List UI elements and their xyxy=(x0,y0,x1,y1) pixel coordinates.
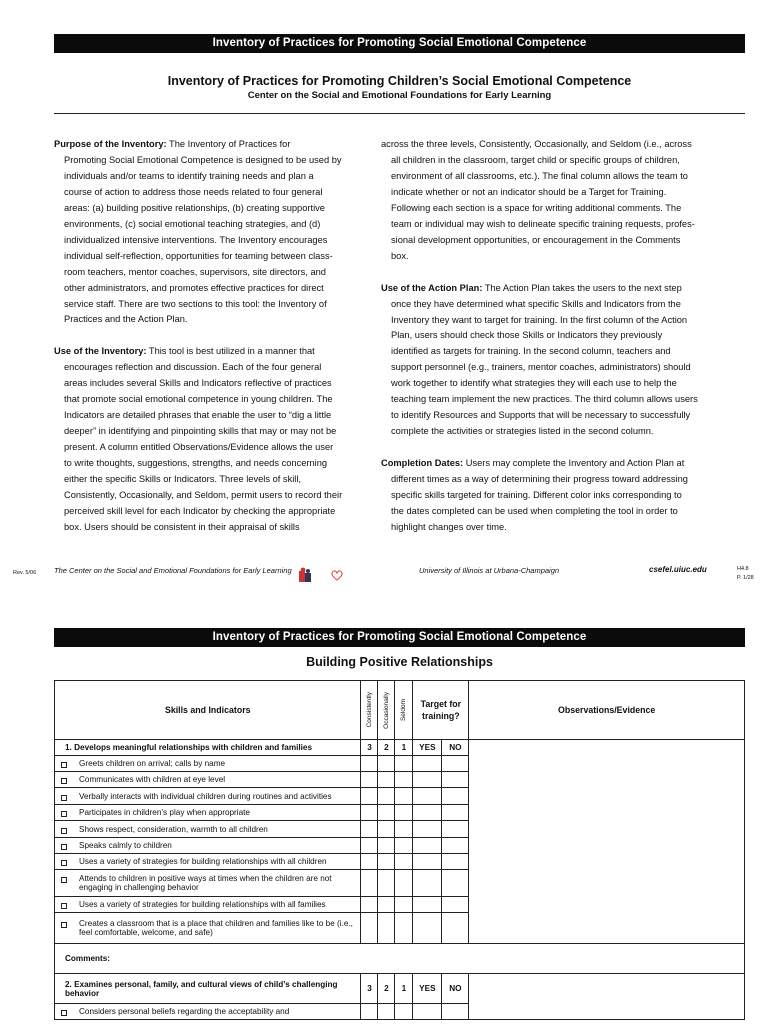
rating-cell[interactable] xyxy=(442,854,469,870)
checkbox-icon[interactable] xyxy=(61,828,67,834)
rating-cell[interactable] xyxy=(413,870,442,897)
center-logo-icon xyxy=(298,567,312,583)
paragraph-line: environments, (c) social emotional teaching strategies, and (d) xyxy=(64,218,321,229)
rating-cell[interactable] xyxy=(442,838,469,854)
skill-label: 1. Develops meaningful relationships with children and families xyxy=(55,740,361,756)
indicator-label xyxy=(55,756,361,772)
indicator-text: Communicates with children at eye level xyxy=(79,775,226,784)
paragraph-line: sional development opportunities, or encouragement in the Comments xyxy=(391,234,681,245)
rating-cell[interactable] xyxy=(442,1004,469,1020)
indicator xyxy=(55,825,360,834)
rating-cell[interactable] xyxy=(361,1004,378,1020)
paragraph-line: to write thoughts, suggestions, strengths, and needs concerning xyxy=(64,458,328,469)
paragraph-line: room teachers, mentor coaches, supervisors, site directors, and xyxy=(64,266,326,277)
paragraph-line: that promote social emotional competence in young children. The xyxy=(64,394,333,405)
indicator-text: Uses a variety of strategies for building relationships with all children xyxy=(79,857,327,866)
rating-cell[interactable] xyxy=(395,1004,413,1020)
indicator xyxy=(55,841,360,850)
paragraph-line: highlight changes over time. xyxy=(391,521,507,532)
rating-cell[interactable] xyxy=(378,1004,395,1020)
paragraph-line: box. Users should be consistent in their appraisal of skills xyxy=(64,521,300,532)
paragraph-heading: Purpose of the Inventory: xyxy=(54,139,167,149)
paragraph-line: support personnel (e.g., trainers, mentor coaches, administrators) should xyxy=(391,362,691,373)
paragraph-line: Completion Dates: Users may complete the Inventory and Action Plan at xyxy=(381,458,685,469)
paragraph-line: perceived skill level for each Indicator by checking the appropriate xyxy=(64,505,336,516)
indicator xyxy=(55,919,360,937)
rating-cell[interactable] xyxy=(413,772,442,788)
rating-cell[interactable] xyxy=(442,756,469,772)
skills-table xyxy=(54,680,745,1020)
rating-cell[interactable] xyxy=(395,854,413,870)
paragraph-line: different times as a way of determining their progress toward addressing xyxy=(391,474,688,485)
section-title: Building Positive Relationships xyxy=(306,655,493,669)
paragraph-line: Promoting Social Emotional Competence is designed to be used by xyxy=(64,154,342,165)
checkbox-icon[interactable] xyxy=(61,1010,67,1016)
rating-cell[interactable] xyxy=(413,1004,442,1020)
indicator-text: Participates in children’s play when appropriate xyxy=(79,808,250,817)
target-yes[interactable]: YES xyxy=(413,740,442,756)
page1-subtitle: Center on the Social and Emotional Foundations for Early Learning xyxy=(247,90,552,101)
comments-row xyxy=(55,944,745,974)
paragraph-line: Following each section is a space for writing additional comments. The xyxy=(391,202,682,213)
paragraph-line: Use of the Inventory: This tool is best utilized in a manner that xyxy=(54,346,315,357)
paragraph-line: indicate whether or not an indicator should be a Target for Training. xyxy=(391,186,667,197)
rating-cell[interactable] xyxy=(395,756,413,772)
rating-cell[interactable] xyxy=(378,821,395,838)
paragraph-line: individualized intensive interventions. The Inventory encourages xyxy=(64,234,328,245)
rating-cell[interactable] xyxy=(395,913,413,944)
rating-cell[interactable] xyxy=(395,772,413,788)
paragraph xyxy=(381,137,711,265)
doc-code: H4.8 xyxy=(737,566,749,572)
target-yes[interactable]: YES xyxy=(413,974,442,1004)
site-url: csefel.uiuc.edu xyxy=(649,565,707,574)
rating-cell[interactable] xyxy=(413,821,442,838)
indicator xyxy=(55,759,360,768)
indicator-text: Uses a variety of strategies for building relationships with all families xyxy=(79,900,326,909)
paragraph-line: to identify Resources and Supports that will be necessary to successfully xyxy=(391,410,691,421)
rating-cell[interactable] xyxy=(361,788,378,805)
rating-cell[interactable] xyxy=(442,870,469,897)
paragraph xyxy=(381,281,711,441)
observations-cell[interactable] xyxy=(469,740,745,944)
indicator-label xyxy=(55,772,361,788)
indicator-label xyxy=(55,870,361,897)
paragraph-line: present. A column entitled Observations/Evidence allows the user xyxy=(64,442,334,453)
paragraph-line: other administrators, and promotes effective practices for direct xyxy=(64,282,324,293)
rating-cell[interactable] xyxy=(378,838,395,854)
indicator-label xyxy=(55,854,361,870)
skill-level-3[interactable]: 3 xyxy=(361,740,378,756)
checkbox-icon[interactable] xyxy=(61,844,67,850)
rating-cell[interactable] xyxy=(442,913,469,944)
rating-cell[interactable] xyxy=(413,788,442,805)
rating-cell[interactable] xyxy=(413,854,442,870)
indicator xyxy=(55,857,360,866)
paragraph-line: Purpose of the Inventory: The Inventory of Practices for xyxy=(54,139,291,149)
indicator-text: Considers personal beliefs regarding the acceptability and xyxy=(79,1007,290,1016)
paragraph-line: service staff. There are two sections to this tool: the Inventory of xyxy=(64,298,327,309)
rating-cell[interactable] xyxy=(361,772,378,788)
rating-cell[interactable] xyxy=(413,913,442,944)
indicator xyxy=(55,775,360,784)
rating-cell[interactable] xyxy=(378,897,395,913)
observations-header: Observations/Evidence xyxy=(469,681,745,740)
paragraph-line: Plan, users should check those Skills or Indicators they previously xyxy=(391,330,663,341)
page1-title: Inventory of Practices for Promoting Children’s Social Emotional Competence xyxy=(167,74,632,88)
indicator-label xyxy=(55,788,361,805)
rating-cell[interactable] xyxy=(378,756,395,772)
paragraph-line: identified as targets for training. In the second column, teachers and xyxy=(391,346,671,357)
rating-cell[interactable] xyxy=(378,870,395,897)
paragraph-line: individual self-reflection, opportunities for teaming between class- xyxy=(64,250,333,261)
revision-label: Rev. 5/06 xyxy=(13,570,37,576)
paragraph-line: Inventory they want to target for training. In the first column of the Action xyxy=(391,314,688,325)
rating-cell[interactable] xyxy=(361,838,378,854)
consistently-header: Consistently xyxy=(361,681,378,740)
rating-cell[interactable] xyxy=(378,854,395,870)
center-name: The Center on the Social and Emotional Foundations for Early Learning xyxy=(54,566,292,575)
title-divider xyxy=(54,113,745,114)
rating-cell[interactable] xyxy=(413,756,442,772)
checkbox-icon[interactable] xyxy=(61,762,67,768)
indicator-text: Shows respect, consideration, warmth to all children xyxy=(79,824,268,834)
indicator xyxy=(55,808,360,817)
rating-cell[interactable] xyxy=(413,805,442,821)
indicator-label xyxy=(55,897,361,913)
rating-cell[interactable] xyxy=(361,821,378,838)
checkbox-icon[interactable] xyxy=(61,903,67,909)
paragraph-line: areas: (a) building positive relationships, (b) creating supportive xyxy=(64,202,325,213)
indicator-label xyxy=(55,1004,361,1020)
indicator-text: Creates a classroom that is a place that children and families like to be (i.e., feel comfortable, welcome, and safe) xyxy=(79,919,353,937)
checkbox-icon[interactable] xyxy=(61,860,67,866)
indicator xyxy=(55,1007,360,1016)
paragraph-line: either the specific Skills or Indicators. Three levels of skill, xyxy=(64,474,301,485)
paragraph xyxy=(381,456,711,536)
skill-label: 2. Examines personal, family, and cultural views of child’s challenging behavior xyxy=(55,974,361,1004)
seldom-header: Seldom xyxy=(395,681,413,740)
target-header: Target for training? xyxy=(413,681,469,740)
indicator xyxy=(55,792,360,801)
rating-cell[interactable] xyxy=(395,897,413,913)
page2-banner: Inventory of Practices for Promoting Social Emotional Competence xyxy=(54,628,745,647)
rating-cell[interactable] xyxy=(395,838,413,854)
paragraph xyxy=(54,137,359,328)
checkbox-icon[interactable] xyxy=(61,877,67,883)
rating-cell[interactable] xyxy=(442,805,469,821)
occasionally-header: Occasionally xyxy=(378,681,395,740)
paragraph-line: box. xyxy=(391,250,409,261)
paragraph-line: individuals and/or teams to identify training needs and plan a xyxy=(64,170,314,181)
paragraph-line: Indicators are detailed phrases that enable the user to “dig a little xyxy=(64,410,332,421)
paragraph-line: across the three levels, Consistently, Occasionally, and Seldom (i.e., across xyxy=(381,139,692,149)
paragraph-heading: Completion Dates: xyxy=(381,458,464,469)
skill-level-2[interactable]: 2 xyxy=(378,740,395,756)
skill-level-1[interactable]: 1 xyxy=(395,974,413,1004)
indicator xyxy=(55,900,360,909)
rating-cell[interactable] xyxy=(378,805,395,821)
target-no[interactable]: NO xyxy=(442,740,469,756)
paragraph-line: teaching team implement the new practices. The third column allows users xyxy=(391,394,698,405)
indicator-text: Greets children on arrival; calls by name xyxy=(79,759,226,768)
paragraph-heading: Use of the Action Plan: xyxy=(381,282,483,293)
comments-cell[interactable]: Comments: xyxy=(55,944,745,974)
checkbox-icon[interactable] xyxy=(61,778,67,784)
rating-cell[interactable] xyxy=(395,870,413,897)
rating-cell[interactable] xyxy=(378,772,395,788)
paragraph-line: course of action to address those needs related to four general xyxy=(64,186,323,197)
skill-level-3[interactable]: 3 xyxy=(361,974,378,1004)
indicator-label xyxy=(55,838,361,854)
paragraph-line: encourages reflection and discussion. Each of the four general xyxy=(64,362,322,373)
paragraph-line: once they have determined what specific Skills and Indicators from the xyxy=(391,298,681,309)
heart-logo-icon xyxy=(330,569,344,581)
rating-cell[interactable] xyxy=(361,897,378,913)
rating-cell[interactable] xyxy=(361,805,378,821)
paragraph xyxy=(54,344,359,535)
paragraph-heading: Use of the Inventory: xyxy=(54,346,147,357)
skill-row xyxy=(55,974,745,1004)
paragraph-line: deeper” in identifying and pinpointing skills that may or may not be xyxy=(64,426,337,437)
rating-cell[interactable] xyxy=(442,897,469,913)
indicator-text: Verbally interacts with individual children during routines and activities xyxy=(79,791,332,801)
university-name: University of Illinois at Urbana-Champaign xyxy=(419,566,560,575)
rating-cell[interactable] xyxy=(395,805,413,821)
indicator-label xyxy=(55,913,361,944)
rating-cell[interactable] xyxy=(361,756,378,772)
paragraph-line: Practices and the Action Plan. xyxy=(64,314,188,325)
skill-level-1[interactable]: 1 xyxy=(395,740,413,756)
checkbox-icon[interactable] xyxy=(61,922,67,928)
indicator-text: Attends to children in positive ways at times when the children are not engaging in challenging behavior xyxy=(79,874,332,892)
skills-header: Skills and Indicators xyxy=(55,681,361,740)
paragraph-line: specific skills targeted for training. Different color inks corresponding to xyxy=(391,490,682,501)
page1-banner: Inventory of Practices for Promoting Social Emotional Competence xyxy=(54,34,745,53)
paragraph-line: Use of the Action Plan: The Action Plan takes the users to the next step xyxy=(381,282,682,293)
rating-cell[interactable] xyxy=(395,821,413,838)
rating-cell[interactable] xyxy=(413,838,442,854)
rating-cell[interactable] xyxy=(361,913,378,944)
checkbox-icon[interactable] xyxy=(61,795,67,801)
indicator-label xyxy=(55,821,361,838)
rating-cell[interactable] xyxy=(442,821,469,838)
target-no[interactable]: NO xyxy=(442,974,469,1004)
rating-cell[interactable] xyxy=(378,913,395,944)
rating-cell[interactable] xyxy=(378,788,395,805)
indicator xyxy=(55,874,360,892)
paragraph-line: all children in the classroom, target child or specific groups of children, xyxy=(391,154,680,165)
skill-level-2[interactable]: 2 xyxy=(378,974,395,1004)
indicator-text: Speaks calmly to children xyxy=(79,841,172,850)
paragraph-line: environment of all classrooms, etc.). The final column allows the team to xyxy=(391,170,688,181)
paragraph-line: team or individual may wish to delineate specific training requests, profes- xyxy=(391,218,695,229)
rating-cell[interactable] xyxy=(413,897,442,913)
paragraph-line: complete the activities or strategies listed in the second column. xyxy=(391,426,654,437)
rating-cell[interactable] xyxy=(442,788,469,805)
rating-cell[interactable] xyxy=(395,788,413,805)
rating-cell[interactable] xyxy=(361,854,378,870)
indicator-label xyxy=(55,805,361,821)
paragraph-line: areas includes several Skills and Indicators reflective of practices xyxy=(64,378,332,389)
rating-cell[interactable] xyxy=(361,870,378,897)
rating-cell[interactable] xyxy=(442,772,469,788)
paragraph-line: the dates completed can be used when completing the tool in order to xyxy=(391,506,678,517)
right-column xyxy=(381,137,711,552)
left-column xyxy=(54,137,359,552)
paragraph-line: work together to identify what strategies they will each use to help the xyxy=(391,378,677,389)
page-number: P. 1/28 xyxy=(737,575,754,581)
observations-cell[interactable] xyxy=(469,974,745,1020)
skill-row xyxy=(55,740,745,756)
checkbox-icon[interactable] xyxy=(61,811,67,817)
paragraph-line: Consistently, Occasionally, and Seldom, permit users to record their xyxy=(64,490,343,501)
